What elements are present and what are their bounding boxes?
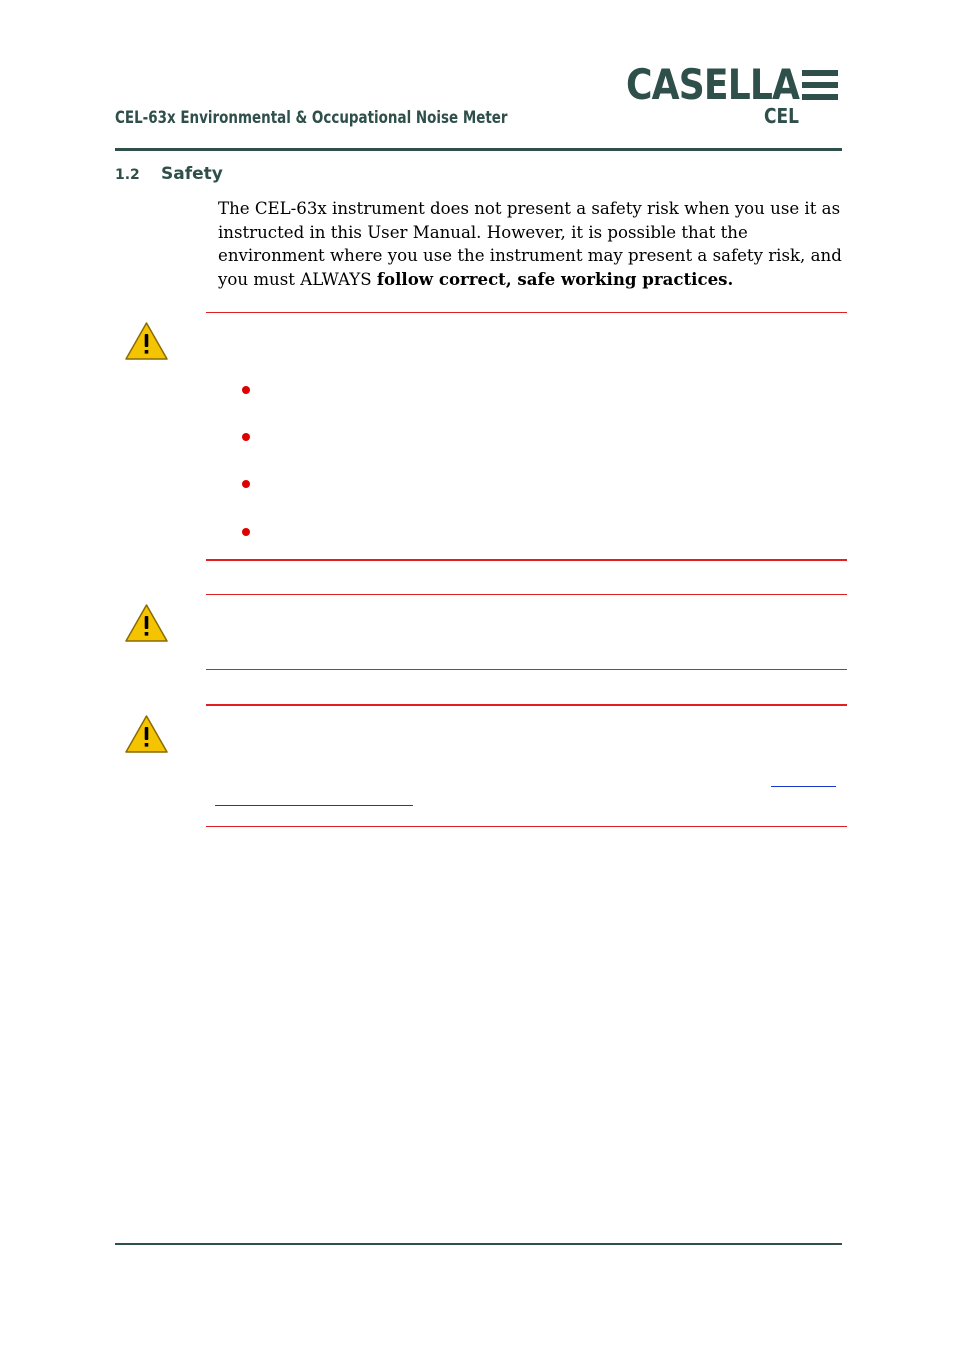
bullet-3 xyxy=(242,480,250,488)
link-underline-1[interactable] xyxy=(771,786,836,787)
logo-cel-text: CEL xyxy=(764,104,799,128)
warning-box-3-bottom-rule xyxy=(206,826,847,827)
section-number: 1.2 xyxy=(115,167,140,183)
logo-casella-text: CASELLA xyxy=(626,60,800,109)
intro-text: The CEL-63x instrument does not present a safety risk when you use it as instructed in this User Manual. However, it is possible that the environment where you use the instrument may present a safety risk, and you must ALWAYS xyxy=(218,199,842,289)
intro-bold-text: follow correct, safe working practices. xyxy=(376,268,734,289)
warning-box-1-bottom-rule xyxy=(206,559,847,561)
warning-box-2-top-rule xyxy=(206,594,847,595)
warning-triangle-icon xyxy=(124,321,169,361)
casella-logo xyxy=(626,60,842,128)
warning-box-2-bottom-rule xyxy=(206,669,847,670)
link-underline-2[interactable] xyxy=(215,805,413,806)
warning-box-1-top-rule xyxy=(206,312,847,313)
section-title: Safety xyxy=(161,164,223,184)
logo-bars-icon xyxy=(802,70,838,106)
bullet-2 xyxy=(242,433,250,441)
intro-paragraph xyxy=(218,197,843,291)
warning-triangle-icon xyxy=(124,714,169,754)
bullet-4 xyxy=(242,528,250,536)
footer-rule xyxy=(115,1243,842,1245)
bullet-1 xyxy=(242,386,250,394)
document-title: CEL-63x Environmental & Occupational Noise Meter xyxy=(115,108,508,128)
header-rule xyxy=(115,148,842,151)
warning-box-3-top-rule xyxy=(206,704,847,706)
warning-triangle-icon xyxy=(124,603,169,643)
section-heading xyxy=(115,164,223,184)
